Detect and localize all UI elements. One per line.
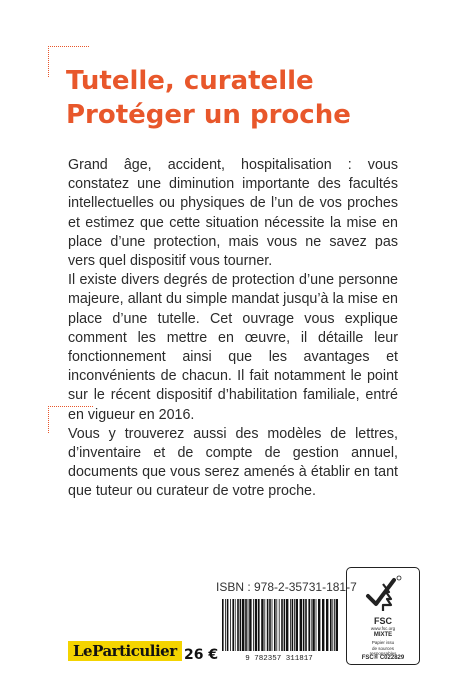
barcode-bar <box>249 599 251 651</box>
fsc-description-line-2: de sources <box>371 645 394 651</box>
barcode-bar <box>261 599 263 651</box>
barcode-bar <box>294 599 295 651</box>
barcode-bar <box>264 599 265 651</box>
barcode-bar <box>290 599 291 651</box>
barcode-bar <box>235 599 236 651</box>
barcode-bar <box>253 599 254 651</box>
fsc-website: www.fsc.org <box>370 626 396 631</box>
decorative-corner-bottom <box>48 406 93 433</box>
barcode-bar <box>281 599 283 651</box>
barcode-bar <box>227 599 229 651</box>
paragraph-3: Vous y trouverez aussi des modèles de lettres, d’inventaire et de compte de gestion annuel, documents que vous serez amenés à établir en tant que tuteur ou curateur de votre proche. <box>68 425 398 500</box>
barcode-bar <box>322 599 324 651</box>
book-title <box>66 64 351 132</box>
barcode-bar <box>237 599 239 651</box>
barcode-bar <box>318 599 320 651</box>
barcode-bar <box>312 599 314 651</box>
barcode-bar <box>255 599 257 651</box>
barcode-bar <box>286 599 288 651</box>
fsc-description-line-3: responsables <box>369 651 397 656</box>
barcode-bar <box>269 599 271 651</box>
barcode-bar <box>300 599 302 651</box>
fsc-tree-check-icon <box>362 574 404 614</box>
barcode-bar <box>267 599 269 651</box>
barcode-digits: 9 782357 311817 <box>245 655 313 663</box>
fsc-mix-label: MIXTE <box>373 632 393 638</box>
book-price: 26 € <box>184 647 219 663</box>
paragraph-1: Grand âge, accident, hospitalisation : vous constatez une diminution importante des facultés intellectuelles ou physiques de l’un de vos proches et estimez que cette situation nécessite la mise en place d’une protection, mais vous ne savez pas vers quel dispositif vous tourner. <box>68 157 398 270</box>
barcode-bar <box>330 599 332 651</box>
barcode-bar <box>334 599 335 651</box>
barcode-bar <box>225 599 226 651</box>
barcode-bar <box>245 599 247 651</box>
barcode-bar <box>276 599 277 651</box>
publisher-logo: LeParticulier <box>68 641 182 661</box>
barcode-bar <box>308 599 310 651</box>
barcode-bar <box>258 599 260 651</box>
barcode-bar <box>332 599 333 651</box>
barcode-bar <box>240 599 242 651</box>
fsc-license-code: FSC® C022829 <box>361 655 405 661</box>
barcode-bars <box>222 599 338 651</box>
barcode-bar <box>274 599 276 651</box>
barcode-bar <box>242 599 244 651</box>
barcode-bar <box>336 599 338 651</box>
isbn-number: ISBN : 978-2-35731-181-7 <box>216 580 357 594</box>
barcode-bar <box>303 599 305 651</box>
title-line-2: Protéger un proche <box>66 100 351 130</box>
paragraph-2: Il existe divers degrés de protection d’une personne majeure, allant du simple mandat jusqu’à la mise en place d’une tutelle. Cet ouvrage vous explique comment les mettre en œuvre, il détaille leur fonctionnement ainsi que les avantages et inconvénients de chacun. Il fait notamment le point sur le récent dispositif d’habilitation familiale, entré en vigueur en 2016. <box>68 272 398 423</box>
barcode-bar <box>279 599 280 651</box>
barcode-bar <box>296 599 298 651</box>
fsc-certification-label <box>346 567 420 665</box>
title-line-1: Tutelle, curatelle <box>66 66 314 96</box>
barcode-bar <box>230 599 231 651</box>
barcode-bar <box>222 599 224 651</box>
barcode-bar <box>292 599 294 651</box>
barcode-bar <box>284 599 286 651</box>
barcode-bar <box>326 599 328 651</box>
back-cover-description <box>68 156 398 502</box>
barcode-bar <box>316 599 317 651</box>
barcode-bar <box>272 599 273 651</box>
barcode <box>216 597 342 663</box>
barcode-bar <box>232 599 234 651</box>
fsc-description-line-1: Papier issu <box>371 640 395 645</box>
barcode-bar <box>248 599 249 651</box>
fsc-logo-text: FSC <box>374 616 392 626</box>
barcode-bar <box>305 599 307 651</box>
barcode-bar <box>311 599 312 651</box>
